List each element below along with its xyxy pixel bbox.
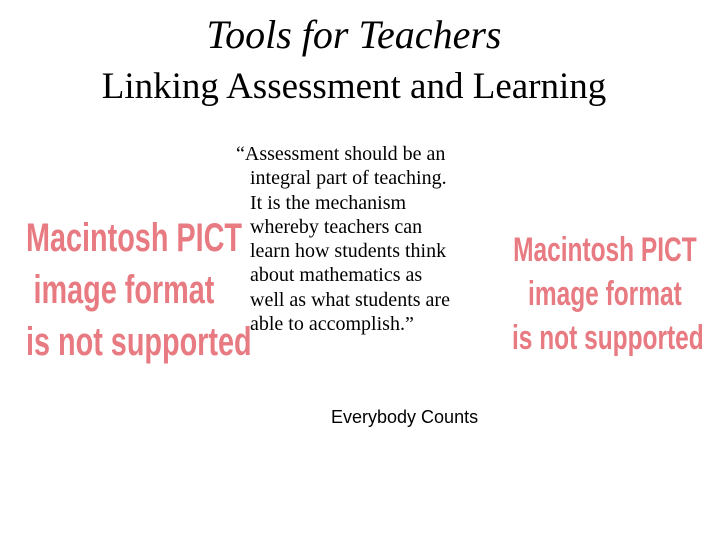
pict-placeholder-line: image format xyxy=(33,268,215,312)
quote-line: integral part of teaching. xyxy=(250,167,447,190)
quote-line: well as what students are xyxy=(250,288,450,311)
quote-line: whereby teachers can xyxy=(250,215,423,238)
pict-placeholder-left xyxy=(26,212,252,368)
slide-subtitle: Linking Assessment and Learning xyxy=(101,66,607,107)
pict-placeholder-line: is not supported xyxy=(512,319,704,357)
pict-placeholder-line: image format xyxy=(528,275,682,313)
quote-line: about mathematics as xyxy=(250,264,423,287)
slide-title: Tools for Teachers xyxy=(206,12,502,57)
pict-placeholder-line: Macintosh PICT xyxy=(26,216,243,260)
quote-line: “Assessment should be an xyxy=(236,143,446,165)
quote-block xyxy=(236,142,506,336)
quote-line: It is the mechanism xyxy=(250,191,407,214)
pict-placeholder-line: is not supported xyxy=(26,320,252,364)
pict-placeholder-line: Macintosh PICT xyxy=(513,231,697,269)
quote-line: able to accomplish.” xyxy=(250,313,414,336)
pict-placeholder-right xyxy=(512,228,704,360)
quote-line: learn how students think xyxy=(250,240,447,263)
quote-attribution: Everybody Counts xyxy=(331,407,479,427)
